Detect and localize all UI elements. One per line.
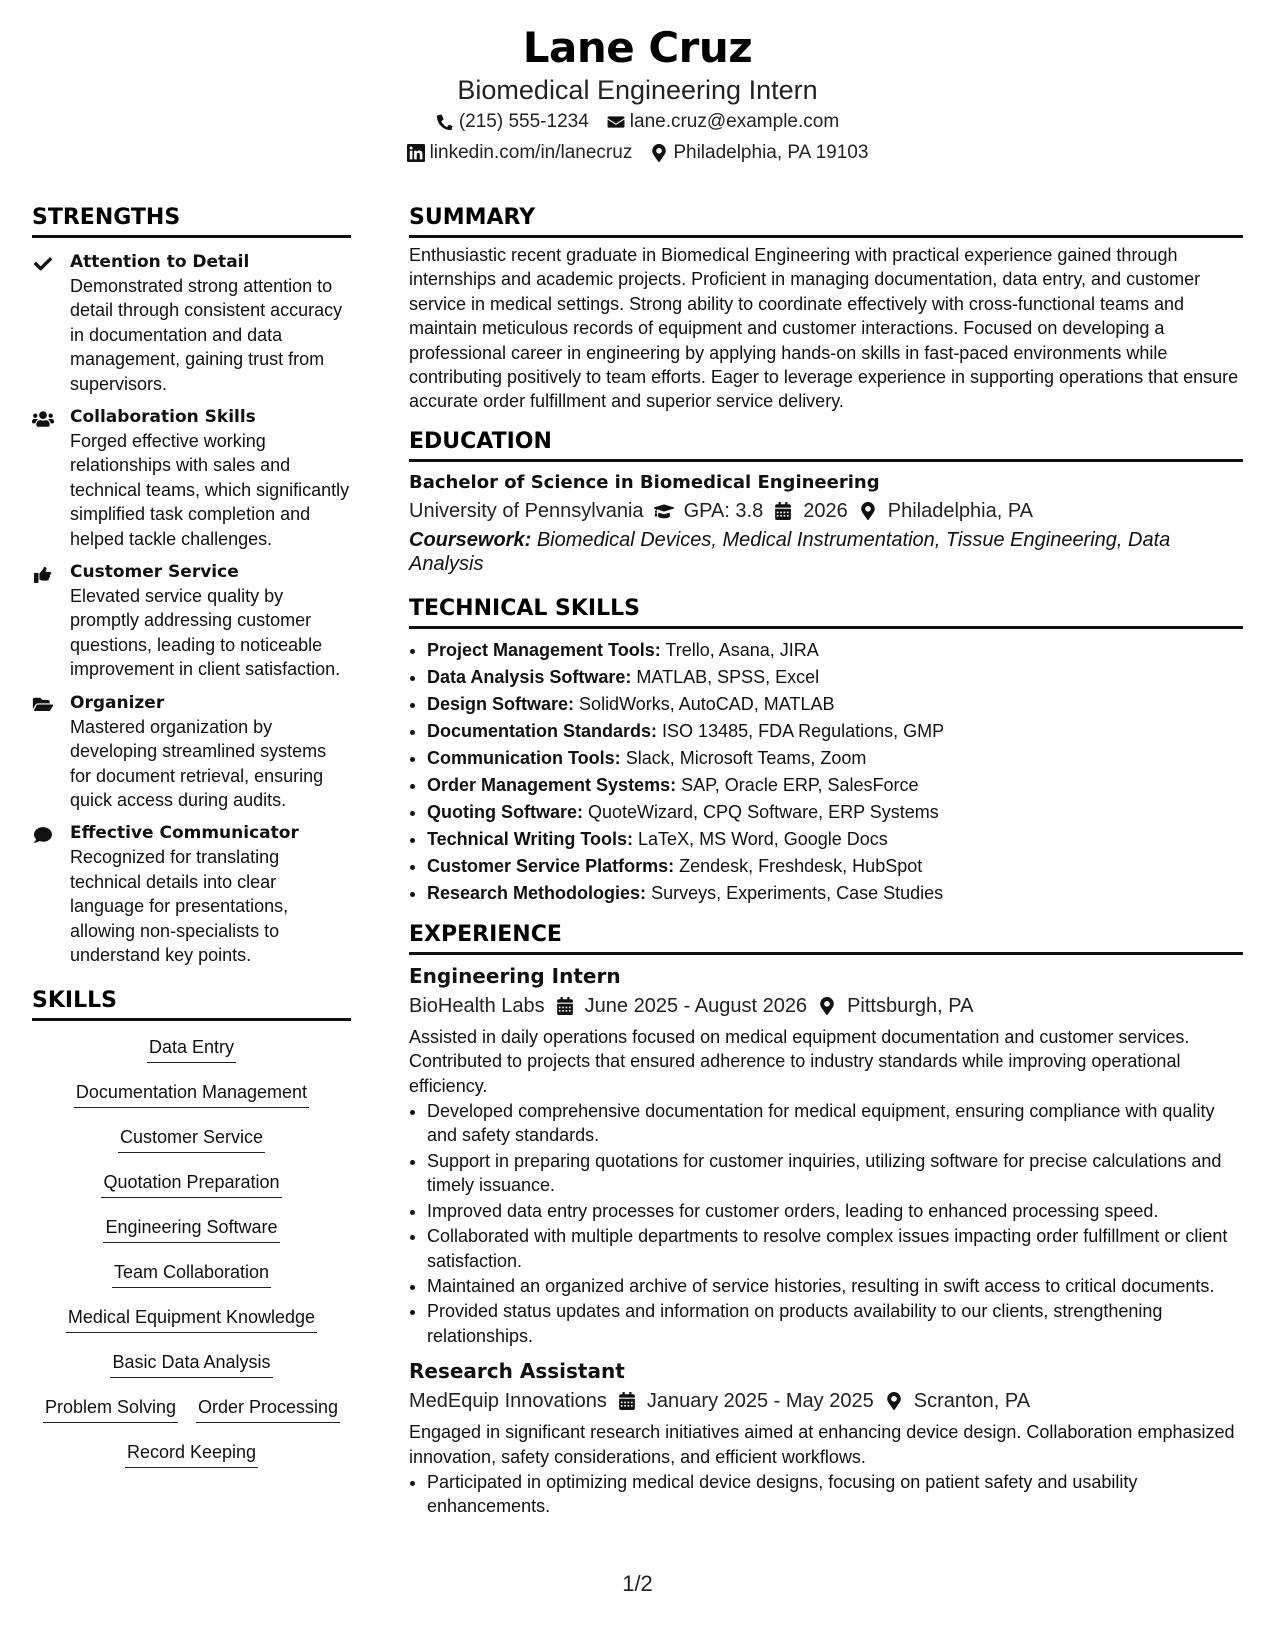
job-location: Pittsburgh, PA [847, 994, 974, 1017]
strength-item [32, 250, 351, 396]
strength-title: Effective Communicator [70, 823, 299, 844]
job-meta [409, 991, 1243, 1021]
education-heading: EDUCATION [409, 428, 1243, 462]
job-dates: June 2025 - August 2026 [584, 994, 808, 1017]
skill-tag: Problem Solving [43, 1395, 178, 1423]
skill-tag: Order Processing [196, 1395, 340, 1423]
summary-text: Enthusiastic recent graduate in Biomedical Engineering with practical experience gained through internships and academic projects. Proficient in managing documentation, data entry, and customer service in medical settings. Strong ability to coordinate effectively with cross-functional teams and maintain meticulous records of equipment and customer interactions. Focused on developing a professional career in engineering by applying hands-on skills in fast-paced environments while contributing positively to team efforts. Eager to leverage experience in supporting operations that ensure accurate order fulfillment and superior service delivery. [409, 245, 1239, 412]
calendar-icon [555, 997, 575, 1015]
coursework-label: Coursework: [409, 528, 532, 551]
tech-skill-item [427, 637, 1243, 664]
resume-header [0, 22, 1275, 168]
coursework [409, 528, 1243, 577]
tech-skill-value: Zendesk, Freshdesk, HubSpot [679, 855, 923, 876]
tech-skill-label: Project Management Tools: [427, 639, 661, 660]
map-marker-icon [884, 1392, 904, 1410]
skill-tag: Engineering Software [103, 1215, 279, 1243]
strength-item [32, 560, 351, 682]
phone-icon [436, 113, 454, 131]
map-marker-icon [817, 997, 837, 1015]
tech-skill-item [427, 853, 1243, 880]
job-description: Engaged in significant research initiatives aimed at enhancing device design. Collaboration emphasized innovation, safety considerations, and efficient workflows. [409, 1422, 1235, 1467]
tech-skill-value: QuoteWizard, CPQ Software, ERP Systems [588, 801, 939, 822]
tech-skill-item [427, 691, 1243, 718]
technical-skills-list [409, 637, 1243, 907]
linkedin-icon [407, 144, 425, 162]
map-marker-icon [858, 502, 878, 520]
location-text: Philadelphia, PA 19103 [673, 142, 869, 163]
tech-skill-item [427, 718, 1243, 745]
job-bullets [409, 1470, 1243, 1519]
skills-heading: SKILLS [32, 987, 351, 1021]
tech-skill-value: Slack, Microsoft Teams, Zoom [625, 747, 867, 768]
skill-tag: Medical Equipment Knowledge [66, 1305, 317, 1333]
skill-tag: Quotation Preparation [101, 1170, 281, 1198]
tech-skill-value: SAP, Oracle ERP, SalesForce [681, 774, 919, 795]
envelope-icon [607, 113, 625, 131]
thumbs-up-icon [32, 565, 54, 583]
phone-contact [436, 106, 589, 137]
tech-skill-label: Communication Tools: [427, 747, 621, 768]
job-bullet: • Provided status updates and information on products availability to our clients, strengthening relationships. [427, 1299, 1243, 1348]
linkedin-contact[interactable] [407, 137, 633, 168]
strength-item [32, 691, 351, 813]
candidate-name: Lane Cruz [522, 23, 753, 72]
tech-skill-label: Research Methodologies: [427, 882, 647, 903]
strength-item [32, 405, 351, 551]
job-bullet: • Support in preparing quotations for customer inquiries, utilizing software for precise calculations and timely issuance. [427, 1149, 1243, 1198]
job-bullet: • Improved data entry processes for customer orders, leading to enhanced processing speed. [427, 1199, 1243, 1223]
job-entry [409, 1356, 1243, 1519]
job-entry [409, 961, 1243, 1348]
map-marker-icon [650, 144, 668, 162]
experience-heading: EXPERIENCE [409, 921, 1243, 955]
gpa-text: GPA: 3.8 [683, 499, 764, 522]
tech-skill-item [427, 880, 1243, 907]
job-location: Scranton, PA [913, 1390, 1031, 1413]
education-meta [409, 496, 1243, 526]
tech-skill-label: Quoting Software: [427, 801, 583, 822]
calendar-icon [617, 1392, 637, 1410]
contact-row-1 [0, 106, 1275, 137]
skill-tag: Team Collaboration [112, 1260, 271, 1288]
tech-skill-value: ISO 13485, FDA Regulations, GMP [662, 720, 945, 741]
check-icon [32, 255, 54, 273]
job-bullets [409, 1099, 1243, 1348]
strengths-heading: STRENGTHS [32, 204, 351, 238]
tech-skill-label: Customer Service Platforms: [427, 855, 675, 876]
strengths-list [32, 250, 351, 967]
skill-tag: Customer Service [118, 1125, 265, 1153]
tech-skill-value: Trello, Asana, JIRA [665, 639, 819, 660]
job-bullet: • Collaborated with multiple departments to resolve complex issues impacting order fulfillment or client satisfaction. [427, 1224, 1243, 1273]
location-contact [650, 137, 868, 168]
job-bullet: • Participated in optimizing medical device designs, focusing on patient safety and usability enhancements. [427, 1470, 1243, 1519]
graduation-year: 2026 [803, 499, 848, 522]
phone-text: (215) 555-1234 [458, 111, 589, 132]
right-column [409, 204, 1243, 1519]
tech-skill-label: Order Management Systems: [427, 774, 677, 795]
email-text[interactable]: lane.cruz@example.com [629, 111, 840, 132]
tech-skill-item [427, 826, 1243, 853]
strength-desc: Forged effective working relationships with sales and technical teams, which significantly simplified task completion and helped tackle challenges. [70, 431, 350, 549]
tech-skill-label: Data Analysis Software: [427, 666, 632, 687]
job-bullet: • Maintained an organized archive of service histories, resulting in swift access to critical documents. [427, 1274, 1243, 1298]
tech-skill-item [427, 664, 1243, 691]
left-column [32, 204, 351, 1485]
tech-skill-value: SolidWorks, AutoCAD, MATLAB [579, 693, 835, 714]
skill-tag: Basic Data Analysis [110, 1350, 272, 1378]
tech-skill-item [427, 799, 1243, 826]
coursework-text: Biomedical Devices, Medical Instrumentation, Tissue Engineering, Data Analysis [409, 528, 1171, 576]
school-location: Philadelphia, PA [887, 499, 1034, 522]
skills-list [32, 1035, 351, 1485]
company-name: BioHealth Labs [409, 994, 545, 1017]
candidate-role: Biomedical Engineering Intern [457, 75, 818, 105]
graduation-cap-icon [654, 502, 674, 520]
strength-title: Organizer [70, 692, 165, 713]
job-bullet: • Developed comprehensive documentation for medical equipment, ensuring compliance with quality and safety standards. [427, 1099, 1243, 1148]
email-contact[interactable] [607, 106, 839, 137]
strength-item [32, 821, 351, 967]
tech-skill-value: LaTeX, MS Word, Google Docs [638, 828, 888, 849]
strength-desc: Demonstrated strong attention to detail through consistent accuracy in documentation and data management, gaining trust from supervisors. [70, 276, 343, 394]
tech-skill-label: Design Software: [427, 693, 575, 714]
tech-skill-value: MATLAB, SPSS, Excel [636, 666, 820, 687]
summary-heading: SUMMARY [409, 204, 1243, 238]
job-meta [409, 1386, 1243, 1416]
strength-title: Attention to Detail [70, 252, 250, 272]
tech-skill-item [427, 745, 1243, 772]
technical-skills-heading: TECHNICAL SKILLS [409, 595, 1243, 629]
strength-desc: Recognized for translating technical details into clear language for presentations, allowing non-specialists to understand key points. [70, 847, 289, 965]
comment-icon [32, 826, 54, 844]
strength-title: Customer Service [70, 562, 239, 583]
skill-tag: Data Entry [147, 1035, 236, 1063]
job-description: Assisted in daily operations focused on medical equipment documentation and customer services. Contributed to projects that ensured adherence to industry standards while improving operational efficiency. [409, 1026, 1190, 1096]
folder-open-icon [32, 696, 54, 714]
school-name: University of Pennsylvania [409, 499, 644, 522]
strength-title: Collaboration Skills [70, 407, 256, 428]
strength-desc: Elevated service quality by promptly addressing customer questions, leading to noticeable improvement in client satisfaction. [70, 586, 341, 680]
page-number: 1/2 [622, 1571, 653, 1596]
company-name: MedEquip Innovations [409, 1390, 607, 1413]
tech-skill-label: Technical Writing Tools: [427, 828, 634, 849]
tech-skill-value: Surveys, Experiments, Case Studies [651, 882, 944, 903]
job-dates: January 2025 - May 2025 [646, 1390, 874, 1413]
skill-tag: Documentation Management [74, 1080, 309, 1108]
tech-skill-item [427, 772, 1243, 799]
degree-title: Bachelor of Science in Biomedical Engineering [409, 471, 880, 493]
contact-row-2 [0, 137, 1275, 168]
job-title: Research Assistant [409, 1359, 625, 1384]
linkedin-text[interactable]: linkedin.com/in/lanecruz [429, 142, 633, 163]
job-title: Engineering Intern [409, 963, 621, 988]
users-icon [32, 410, 54, 428]
calendar-icon [773, 502, 793, 520]
strength-desc: Mastered organization by developing streamlined systems for document retrieval, ensuring quick access during audits. [70, 716, 327, 810]
tech-skill-label: Documentation Standards: [427, 720, 658, 741]
skill-tag: Record Keeping [125, 1440, 258, 1468]
